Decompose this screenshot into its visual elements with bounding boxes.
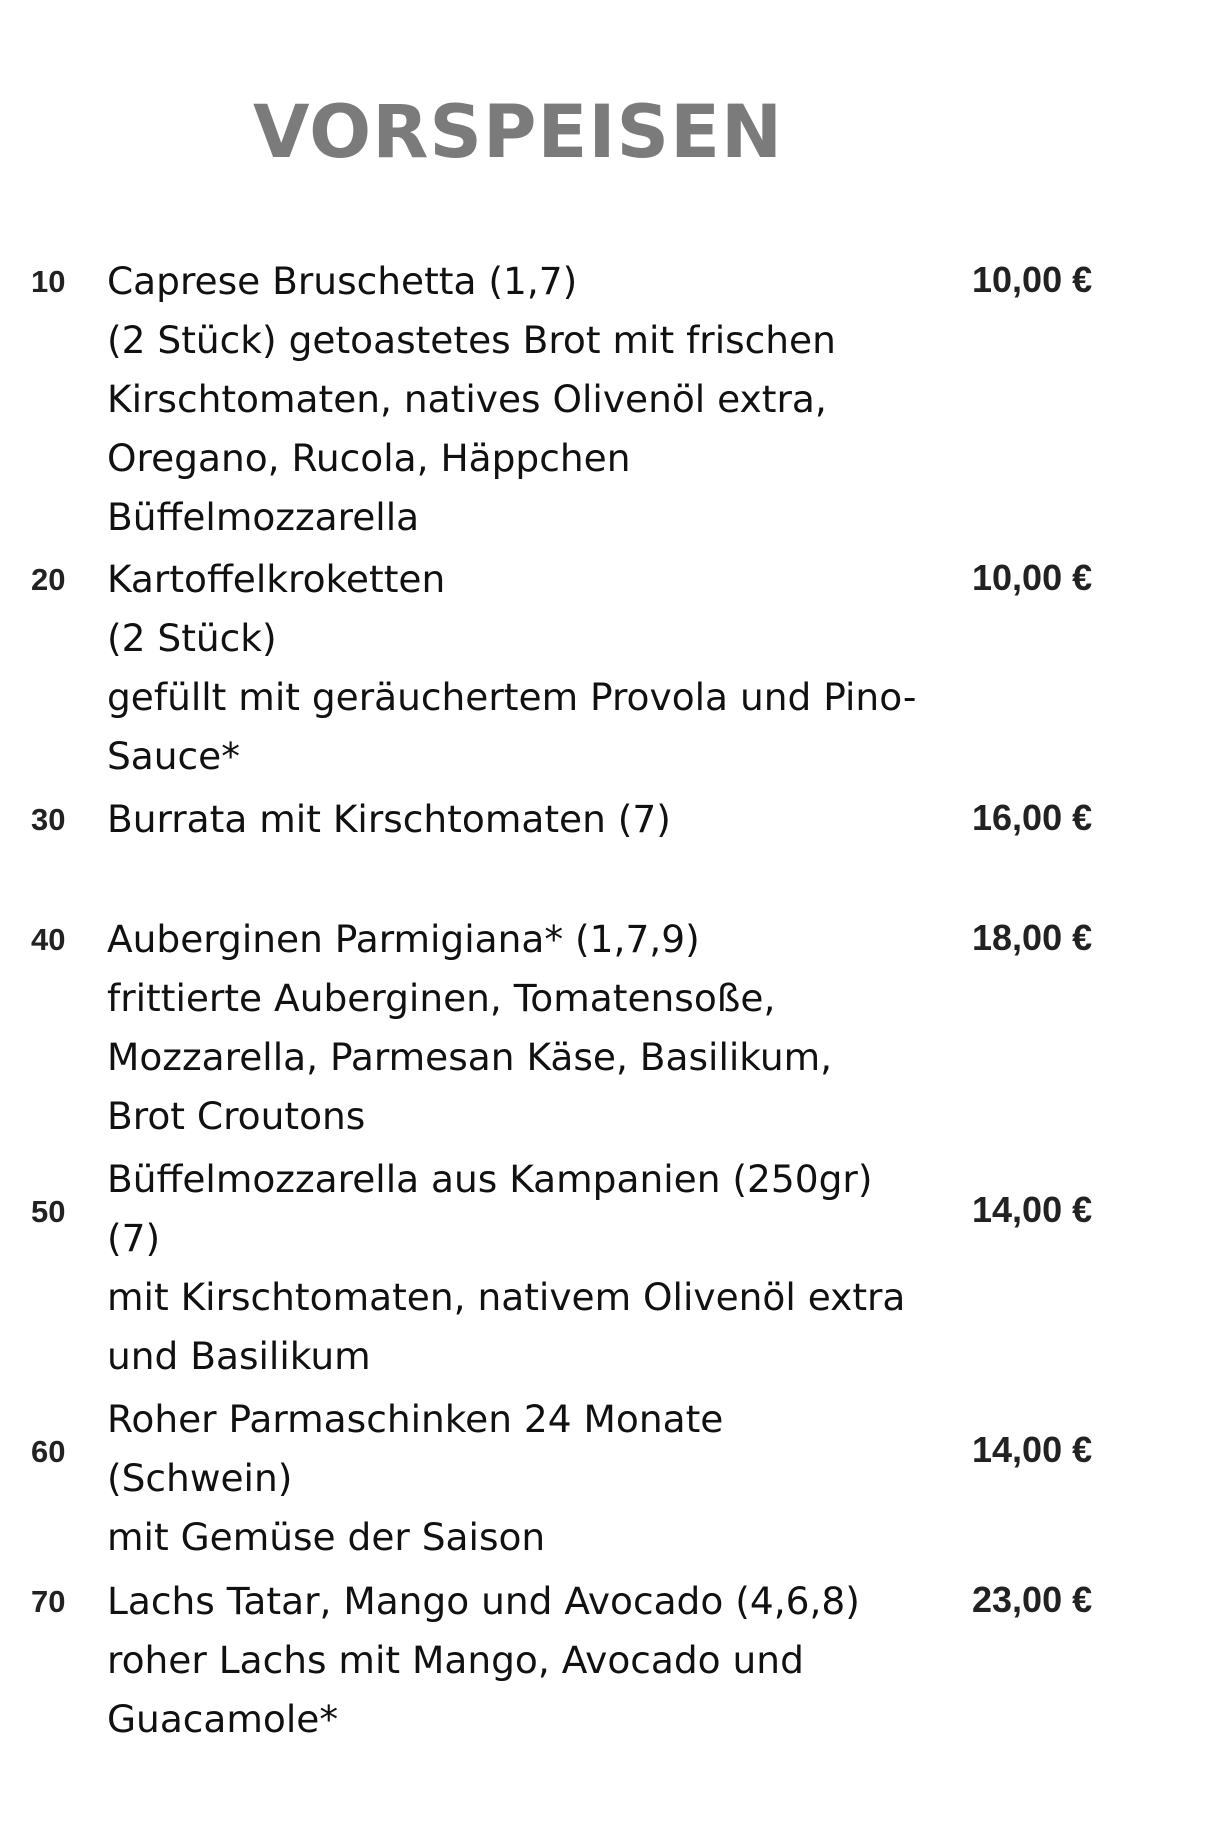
item-price: 16,00 € — [972, 797, 1093, 838]
item-price: 23,00 € — [972, 1579, 1093, 1620]
item-body — [107, 910, 927, 1146]
page-title: VORSPEISEN — [252, 90, 784, 175]
item-price: 18,00 € — [972, 917, 1093, 958]
item-price: 10,00 € — [972, 557, 1093, 598]
item-body — [107, 1572, 927, 1749]
item-name: Auberginen Parmigiana* (1,7,9) — [107, 917, 700, 961]
item-body — [107, 550, 927, 786]
item-number: 70 — [31, 1584, 66, 1619]
item-description: mit Gemüse der Saison — [107, 1515, 546, 1559]
item-number: 60 — [31, 1434, 66, 1469]
item-price: 14,00 € — [972, 1189, 1093, 1230]
item-description: (2 Stück) getoastetes Brot mit frischen Kirschtomaten, natives Olivenöl extra, Oregano, Rucola, Häppchen Büffelmozzarella — [107, 318, 836, 539]
item-name: Büffelmozzarella aus Kampanien (250gr) (7) — [107, 1157, 873, 1260]
item-body — [107, 790, 927, 849]
item-description: mit Kirschtomaten, nativem Olivenöl extra und Basilikum — [107, 1275, 906, 1378]
item-name: Caprese Bruschetta (1,7) — [107, 259, 578, 303]
item-body — [107, 252, 927, 547]
item-body — [107, 1150, 927, 1386]
item-description: roher Lachs mit Mango, Avocado und Guacamole* — [107, 1638, 804, 1741]
item-description: frittierte Auberginen, Tomatensoße, Mozzarella, Parmesan Käse, Basilikum, Brot Croutons — [107, 976, 833, 1138]
item-number: 20 — [31, 562, 66, 597]
item-price: 10,00 € — [972, 259, 1093, 300]
item-body — [107, 1390, 927, 1567]
item-name: Roher Parmaschinken 24 Monate (Schwein) — [107, 1397, 724, 1500]
item-name: Kartoffelkroketten — [107, 557, 446, 601]
item-number: 10 — [31, 264, 66, 299]
item-name: Burrata mit Kirschtomaten (7) — [107, 797, 671, 841]
item-price: 14,00 € — [972, 1429, 1093, 1470]
item-number: 40 — [31, 922, 66, 957]
item-number: 30 — [31, 802, 66, 837]
item-number: 50 — [31, 1194, 66, 1229]
item-description: (2 Stück) gefüllt mit geräuchertem Provola und Pino- Sauce* — [107, 616, 917, 778]
item-name: Lachs Tatar, Mango und Avocado (4,6,8) — [107, 1579, 860, 1623]
